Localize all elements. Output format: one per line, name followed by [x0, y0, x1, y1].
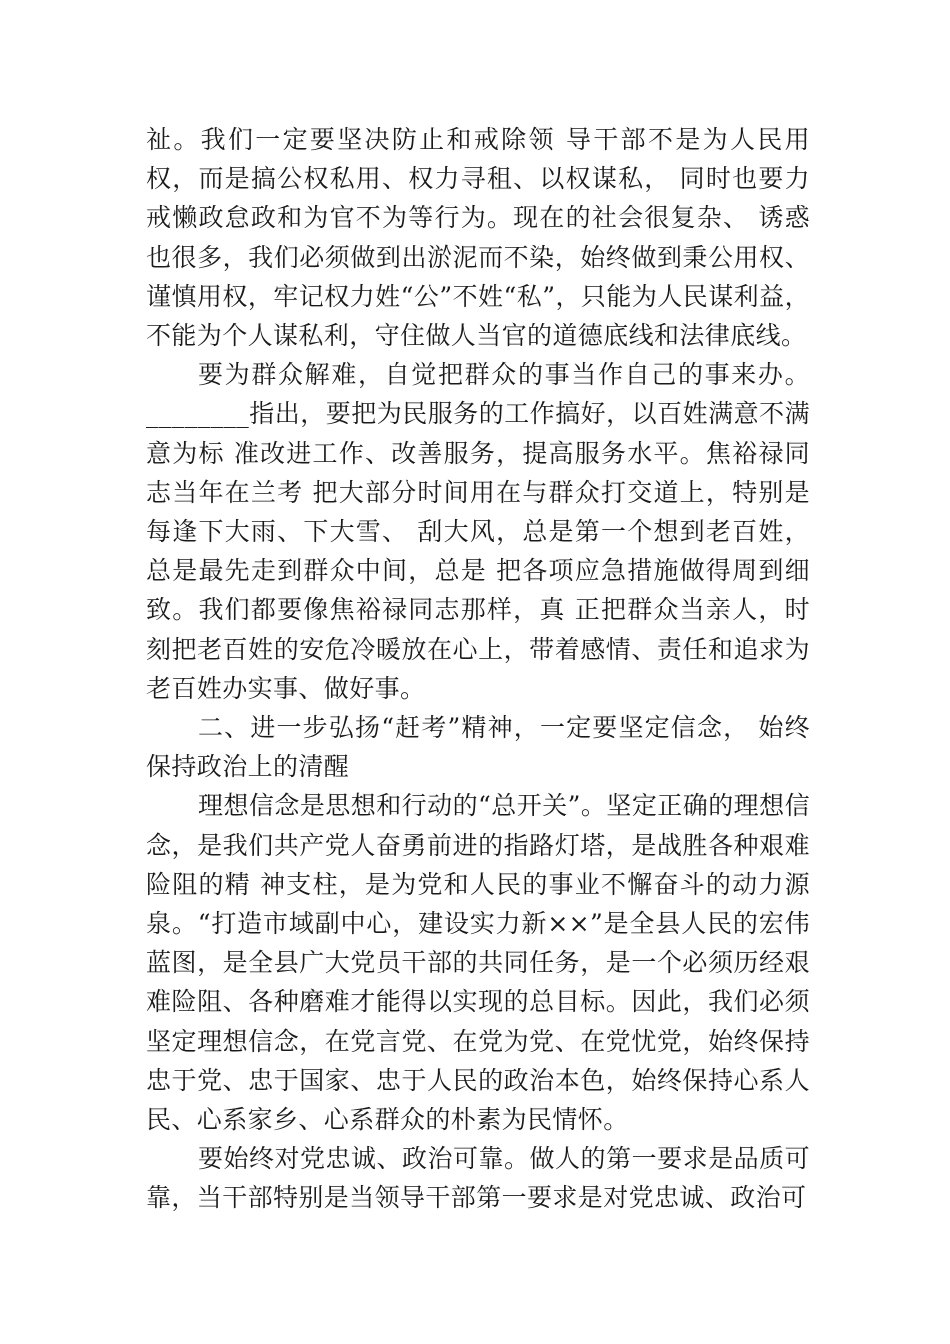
paragraph-4: 要始终对党忠诚、政治可靠。做人的第一要求是品质可靠，当干部特别是当领导干部第一要求是对党忠诚、政治可	[146, 1144, 810, 1213]
paragraph-1: 祉。我们一定要坚决防止和戒除领 导干部不是为人民用权，而是搞公权私用、权力寻租、以权谋私， 同时也要力戒懒政怠政和为官不为等行为。现在的社会很复杂、 诱惑也很多，我们必须做到出淤泥而不染，始终做到秉公用权、谨慎用权，牢记权力姓“公”不姓“私”，只能为人民谋利益，不能为个人谋私利，守住做人当官的道德底线和法律底线。	[146, 125, 810, 351]
paragraph-2: 要为群众解难，自觉把群众的事当作自己的事来办。________指出，要把为民服务的工作搞好，以百姓满意不满意为标 准改进工作、改善服务，提高服务水平。焦裕禄同志当年在兰考 把大部分时间用在与群众打交道上，特别是每逢下大雨、下大雪、 刮大风，总是第一个想到老百姓，总是最先走到群众中间，总是 把各项应急措施做得周到细致。我们都要像焦裕禄同志那样，真 正把群众当亲人，时刻把老百姓的安危冷暖放在心上，带着感情、责任和追求为老百姓办实事、做好事。	[146, 360, 810, 703]
paragraph-3: 理想信念是思想和行动的“总开关”。坚定正确的理想信念，是我们共产党人奋勇前进的指路灯塔，是战胜各种艰难险阻的精 神支柱，是为党和人民的事业不懈奋斗的动力源泉。“打造市域副中心，建设实力新××”是全县人民的宏伟蓝图，是全县广大党员干部的共同任务，是一个必须历经艰难险阻、各种磨难才能得以实现的总目标。因此，我们必须坚定理想信念，在党言党、在党为党、在党忧党，始终保持忠于党、忠于国家、忠于人民的政治本色，始终保持心系人民、心系家乡、心系群众的朴素为民情怀。	[146, 791, 810, 1135]
section-heading: 二、进一步弘扬“赶考”精神，一定要坚定信念， 始终保持政治上的清醒	[146, 713, 810, 782]
document-body	[146, 120, 810, 1218]
